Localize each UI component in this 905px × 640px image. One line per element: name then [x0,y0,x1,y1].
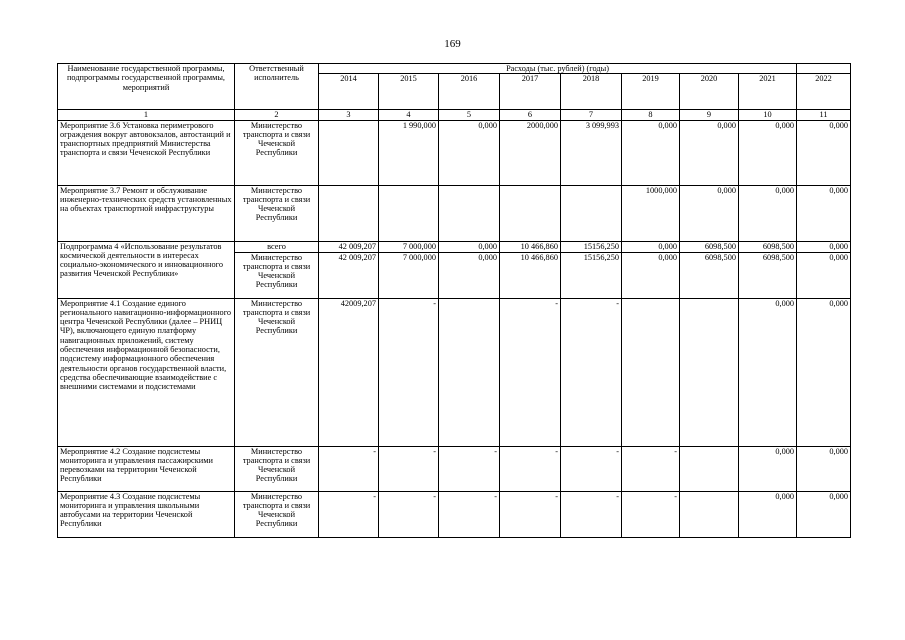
value-cell: - [379,491,439,537]
value-cell: 0,000 [797,241,851,252]
value-cell: - [439,491,500,537]
row-name: Мероприятие 4.1 Создание единого регионального навигационно-информационного центра Чеченской Республики (далее – РНИЦ ЧР), включающего единую платформу навигационных приложений, систему обеспечения информационной безопасности, подсистему информационного обеспечения деятельности органов государственной власти, средства обеспечивающие взаимодействие с внешними системами и подсистемами [58,298,235,446]
value-cell: 1000,000 [622,185,680,241]
column-index: 6 [500,110,561,120]
row-executor: Министерство транспорта и связи Чеченской Республики [235,120,319,185]
value-cell [680,446,739,491]
row-executor: Министерство транспорта и связи Чеченской Республики [235,252,319,298]
value-cell: 0,000 [797,185,851,241]
value-cell [379,185,439,241]
header-year: 2018 [561,74,622,110]
value-cell: 0,000 [797,298,851,446]
header-blank [797,64,851,74]
value-cell: 0,000 [797,446,851,491]
table-row [58,298,851,446]
value-cell: 6098,500 [680,241,739,252]
header-year: 2019 [622,74,680,110]
value-cell [680,491,739,537]
header-year: 2016 [439,74,500,110]
column-index: 7 [561,110,622,120]
value-cell: 0,000 [739,185,797,241]
value-cell: 0,000 [797,491,851,537]
header-year: 2022 [797,74,851,110]
value-cell: 0,000 [739,446,797,491]
row-executor: Министерство транспорта и связи Чеченской Республики [235,298,319,446]
value-cell: 42009,207 [319,298,379,446]
value-cell: 6098,500 [739,252,797,298]
value-cell: - [622,446,680,491]
row-executor-total: всего [235,241,319,252]
column-index: 8 [622,110,680,120]
value-cell: - [439,446,500,491]
value-cell [680,298,739,446]
value-cell: 0,000 [439,120,500,185]
header-year: 2021 [739,74,797,110]
value-cell: - [500,491,561,537]
value-cell: 7 000,000 [379,241,439,252]
value-cell: 15156,250 [561,241,622,252]
value-cell: - [379,446,439,491]
value-cell: 0,000 [622,252,680,298]
row-executor: Министерство транспорта и связи Чеченской Республики [235,491,319,537]
column-index: 9 [680,110,739,120]
value-cell: 0,000 [622,241,680,252]
value-cell: 0,000 [797,120,851,185]
value-cell: 2000,000 [500,120,561,185]
header-year: 2015 [379,74,439,110]
value-cell: - [561,446,622,491]
page-number: 169 [444,38,461,50]
header-executor: Ответственный исполнитель [235,64,319,110]
column-index: 4 [379,110,439,120]
value-cell: 1 990,000 [379,120,439,185]
header-year: 2017 [500,74,561,110]
row-executor: Министерство транспорта и связи Чеченской Республики [235,446,319,491]
value-cell [319,120,379,185]
column-index: 5 [439,110,500,120]
table-row [58,491,851,537]
header-expenses: Расходы (тыс. рублей) (годы) [319,64,797,74]
value-cell: - [500,298,561,446]
column-index: 11 [797,110,851,120]
value-cell: - [622,491,680,537]
value-cell: 0,000 [680,120,739,185]
value-cell: 15156,250 [561,252,622,298]
row-name: Подпрограмма 4 «Использование результатов космической деятельности в интересах социально-экономического и инновационного развития Чеченской Республики» [58,241,235,298]
row-executor: Министерство транспорта и связи Чеченской Республики [235,185,319,241]
value-cell: 0,000 [739,298,797,446]
table-row [58,241,851,252]
value-cell: 0,000 [622,120,680,185]
value-cell: 0,000 [439,241,500,252]
value-cell: 7 000,000 [379,252,439,298]
table-row [58,185,851,241]
header-name: Наименование государственной программы, подпрограммы государственной программы, мероприятий [58,64,235,110]
header-year: 2014 [319,74,379,110]
value-cell: - [561,491,622,537]
row-name: Мероприятие 4.3 Создание подсистемы мониторинга и управления школьными автобусами на территории Чеченской Республики [58,491,235,537]
value-cell: 10 466,860 [500,241,561,252]
value-cell: - [319,491,379,537]
column-index: 3 [319,110,379,120]
value-cell: 0,000 [739,491,797,537]
value-cell: - [379,298,439,446]
column-index: 1 [58,110,235,120]
table-row [58,446,851,491]
value-cell [561,185,622,241]
row-name: Мероприятие 3.7 Ремонт и обслуживание инженерно-технических средств установленных на объектах транспортной инфраструктуры [58,185,235,241]
value-cell [622,298,680,446]
value-cell: 6098,500 [680,252,739,298]
value-cell [319,185,379,241]
value-cell: - [561,298,622,446]
value-cell [439,298,500,446]
value-cell: 0,000 [439,252,500,298]
value-cell: 42 009,207 [319,252,379,298]
row-name: Мероприятие 3.6 Установка периметрового ограждения вокруг автовокзалов, автостанций и транспортных предприятий Министерства транспорта и связи Чеченской Республики [58,120,235,185]
value-cell: 42 009,207 [319,241,379,252]
value-cell: 0,000 [739,120,797,185]
value-cell: - [319,446,379,491]
value-cell [500,185,561,241]
column-index: 10 [739,110,797,120]
value-cell: 6098,500 [739,241,797,252]
value-cell: 3 099,993 [561,120,622,185]
table-row [58,120,851,185]
value-cell [439,185,500,241]
budget-table [57,63,851,538]
row-name: Мероприятие 4.2 Создание подсистемы мониторинга и управления пассажирскими перевозками на территории Чеченской Республики [58,446,235,491]
value-cell: 10 466,860 [500,252,561,298]
header-year: 2020 [680,74,739,110]
value-cell: 0,000 [680,185,739,241]
value-cell: - [500,446,561,491]
value-cell: 0,000 [797,252,851,298]
column-index: 2 [235,110,319,120]
